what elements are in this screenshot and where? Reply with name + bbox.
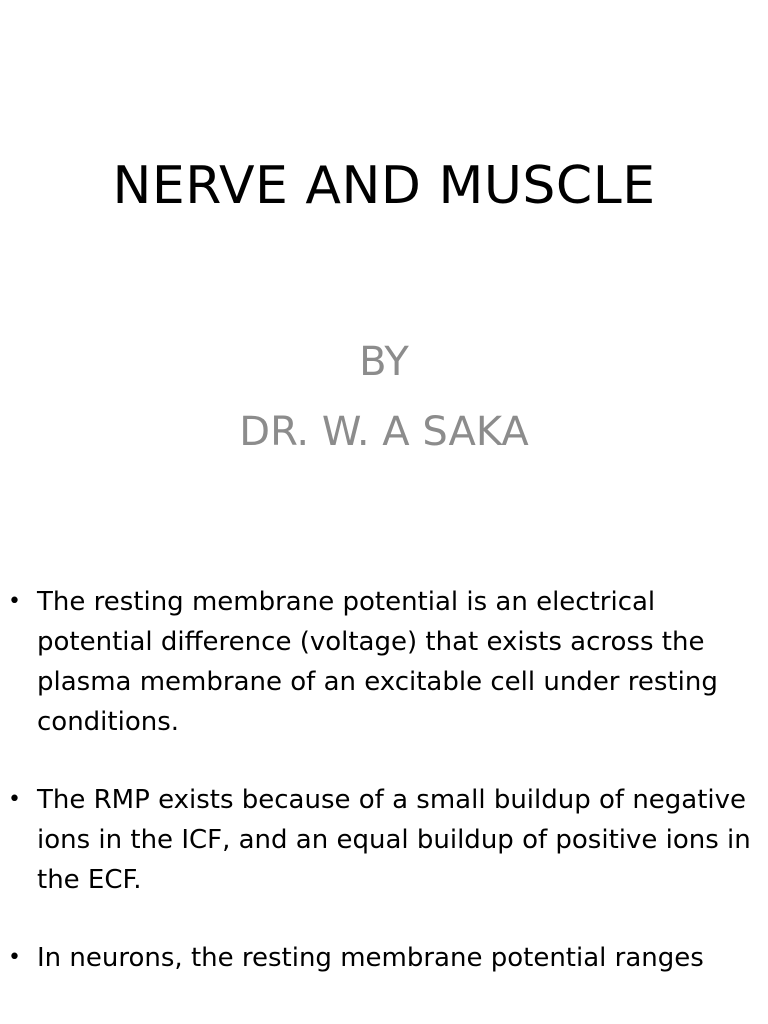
subtitle-by: BY [359, 339, 409, 385]
bullet-list [0, 582, 768, 978]
slide-subtitle [0, 334, 768, 460]
bullet-item-3 [0, 938, 768, 978]
bullet-marker: • [8, 787, 21, 812]
slide-title: NERVE AND MUSCLE [112, 156, 656, 216]
bullet-item-2 [0, 780, 768, 900]
bullet-marker: • [8, 945, 21, 970]
subtitle-author: DR. W. A SAKA [239, 409, 529, 455]
bullet-item-1 [0, 582, 768, 742]
bullet-text: In neurons, the resting membrane potential ranges [37, 943, 704, 973]
bullet-text: The resting membrane potential is an electrical potential difference (voltage) that exists across the plasma membrane of an excitable cell under resting conditions. [37, 587, 718, 737]
bullet-text: The RMP exists because of a small buildup of negative ions in the ICF, and an equal buildup of positive ions in the ECF. [37, 785, 751, 895]
bullet-marker: • [8, 589, 21, 614]
